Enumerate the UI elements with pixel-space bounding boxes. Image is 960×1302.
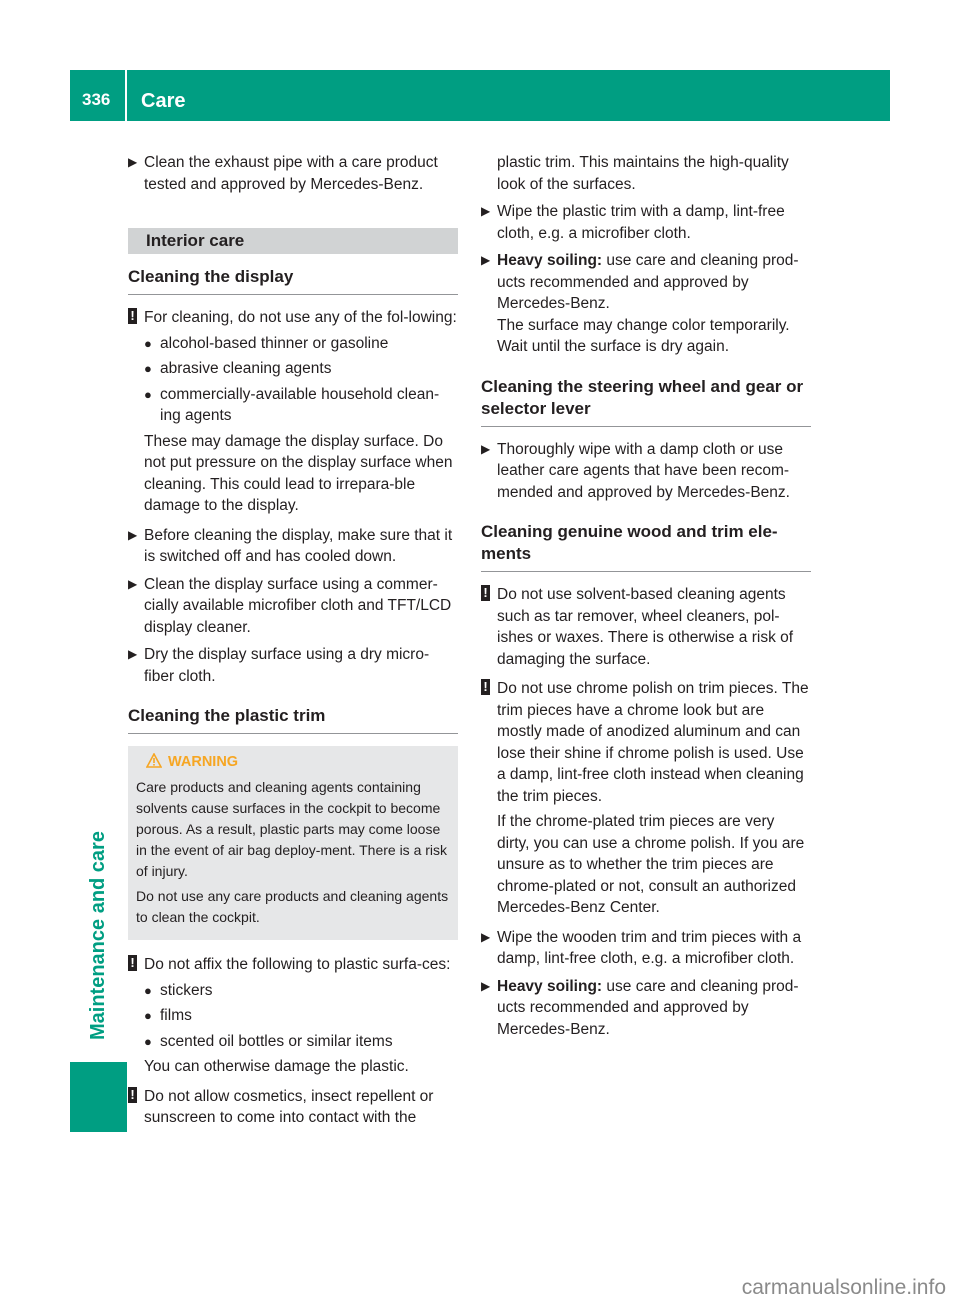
arrow-right-icon: ▶ bbox=[481, 253, 491, 267]
note-tail: If the chrome-plated trim pieces are very dirty, you can use a chrome polish. If you are unsure as to whether the trim pieces are chrome-plated or not, consult an authorized Mercedes-Benz Center. bbox=[497, 813, 805, 916]
note-cosmetics: ! Do not allow cosmetics, insect repellent or sunscreen to come into contact with the bbox=[128, 1086, 458, 1129]
step-extra: The surface may change color temporarily. Wait until the surface is dry again. bbox=[497, 316, 790, 355]
arrow-right-icon: ▶ bbox=[128, 155, 138, 169]
list-item: ● stickers bbox=[144, 980, 458, 1002]
left-column bbox=[128, 152, 458, 1137]
note-wood-2: ! Do not use chrome polish on trim pieces. The trim pieces have a chrome look but are mostly made of anodized aluminum and can lose their shine if chrome polish is used. Use a damp, lint-free cloth instead when cleaning the trim pieces. If the chrome-plated trim pieces are very dirty, you can use a chrome polish. If you are unsure as to whether the trim pieces are chrome-plated or not, consult an authorized Mercedes-Benz Center. bbox=[481, 678, 811, 919]
note-cosmetics-continued: plastic trim. This maintains the high-quality look of the surfaces. bbox=[497, 154, 789, 193]
bullet-icon: ● bbox=[144, 982, 152, 998]
list-item: ● alcohol-based thinner or gasoline bbox=[144, 333, 458, 355]
arrow-right-icon: ▶ bbox=[481, 441, 491, 456]
section-title-interior-care: Interior care bbox=[128, 228, 458, 254]
step-steering: ▶ Thoroughly wipe with a damp cloth or use leather care agents that have been recom-mended and approved by Mercedes-Benz. bbox=[481, 440, 790, 501]
bullet-icon: ● bbox=[144, 335, 152, 351]
step-exhaust: ▶ Clean the exhaust pipe with a care product tested and approved by Mercedes-Benz. bbox=[128, 154, 438, 193]
heading-cleaning-plastic: Cleaning the plastic trim bbox=[128, 705, 458, 734]
exclamation-icon: ! bbox=[128, 1087, 137, 1103]
step-display-3: ▶ Dry the display surface using a dry micro-fiber cloth. bbox=[128, 646, 430, 685]
warning-text: Care products and cleaning agents containing solvents cause surfaces in the cockpit to become porous. As a result, plastic parts may come loose in the event of air bag deploy-ment. There is a risk of injury. bbox=[136, 779, 448, 879]
warning-text: Do not use any care products and cleaning agents to clean the cockpit. bbox=[136, 888, 449, 925]
arrow-right-icon: ▶ bbox=[481, 204, 491, 218]
arrow-right-icon: ▶ bbox=[481, 929, 491, 944]
arrow-right-icon: ▶ bbox=[128, 576, 138, 591]
page-number: 336 bbox=[82, 90, 111, 109]
right-column bbox=[481, 152, 811, 1046]
step-wipe-wood: ▶ Wipe the wooden trim and trim pieces with a damp, lint-free cloth, e.g. a microfiber cloth. bbox=[481, 928, 802, 967]
warning-box bbox=[128, 746, 458, 940]
list-item: ● commercially-available household clean-ing agents bbox=[144, 385, 440, 424]
step-heavy-soiling: ▶ Heavy soiling: use care and cleaning prod-ucts recommended and approved by Mercedes-Benz. The surface may change color temporarily. Wait until the surface is dry again. bbox=[481, 250, 811, 358]
note-tail: These may damage the display surface. Do not put pressure on the display surface when cleaning. This could lead to irrepara-ble damage to the display. bbox=[144, 432, 453, 514]
step-display-2: ▶ Clean the display surface using a commer-cially available microfiber cloth and TFT/LCD display cleaner. bbox=[128, 575, 452, 636]
warning-header: WARNING bbox=[146, 752, 450, 773]
note-display: ! For cleaning, do not use any of the fol-lowing: ● alcohol-based thinner or gasoline ● abrasive cleaning agents ● commercially-available household clean-ing agents These may damage the display surface. Do not put pressure on the display surface when cleaning. This could lead to irrepara-ble damage to the display. bbox=[128, 307, 458, 517]
list-item: ● abrasive cleaning agents bbox=[144, 358, 458, 380]
exclamation-icon: ! bbox=[128, 308, 137, 324]
header-divider bbox=[125, 70, 127, 121]
exclamation-icon: ! bbox=[481, 679, 490, 695]
page-header bbox=[70, 70, 890, 121]
list-item: ● films bbox=[144, 1005, 458, 1027]
warning-triangle-icon bbox=[146, 753, 162, 775]
arrow-right-icon: ▶ bbox=[481, 978, 491, 993]
side-tab-marker bbox=[70, 1062, 127, 1132]
step-heavy-soiling-2: ▶ Heavy soiling: use care and cleaning prod-ucts recommended and approved by Mercedes-Benz. bbox=[481, 977, 799, 1038]
step-wipe-plastic: ▶ Wipe the plastic trim with a damp, lint-free cloth, e.g. a microfiber cloth. bbox=[481, 203, 785, 242]
bullet-icon: ● bbox=[144, 1033, 152, 1049]
heading-cleaning-wood: Cleaning genuine wood and trim ele-ments bbox=[481, 521, 811, 572]
exclamation-icon: ! bbox=[481, 585, 490, 601]
note-tail: You can otherwise damage the plastic. bbox=[144, 1058, 409, 1075]
heading-cleaning-steering: Cleaning the steering wheel and gear or selector lever bbox=[481, 376, 811, 427]
side-tab-label: Maintenance and care bbox=[87, 831, 109, 1040]
arrow-right-icon: ▶ bbox=[128, 647, 138, 661]
note-wood-1: ! Do not use solvent-based cleaning agents such as tar remover, wheel cleaners, pol-ishes or waxes. There is otherwise a risk of damaging the surface. bbox=[481, 584, 811, 670]
list-item: ● scented oil bottles or similar items bbox=[144, 1031, 458, 1053]
heading-cleaning-display: Cleaning the display bbox=[128, 266, 458, 295]
chapter-title: Care bbox=[141, 90, 186, 112]
step-display-1: ▶ Before cleaning the display, make sure that it is switched off and has cooled down. bbox=[128, 526, 453, 565]
exclamation-icon: ! bbox=[128, 955, 137, 971]
arrow-right-icon: ▶ bbox=[128, 527, 138, 542]
bullet-icon: ● bbox=[144, 386, 152, 402]
note-plastic: ! Do not affix the following to plastic surfa-ces: ● stickers ● films ● scented oil bottles or similar items You can otherwise damage the plastic. bbox=[128, 954, 458, 1078]
watermark: carmanualsonline.info bbox=[741, 1275, 946, 1299]
bullet-icon: ● bbox=[144, 361, 152, 376]
bullet-icon: ● bbox=[144, 1008, 152, 1023]
